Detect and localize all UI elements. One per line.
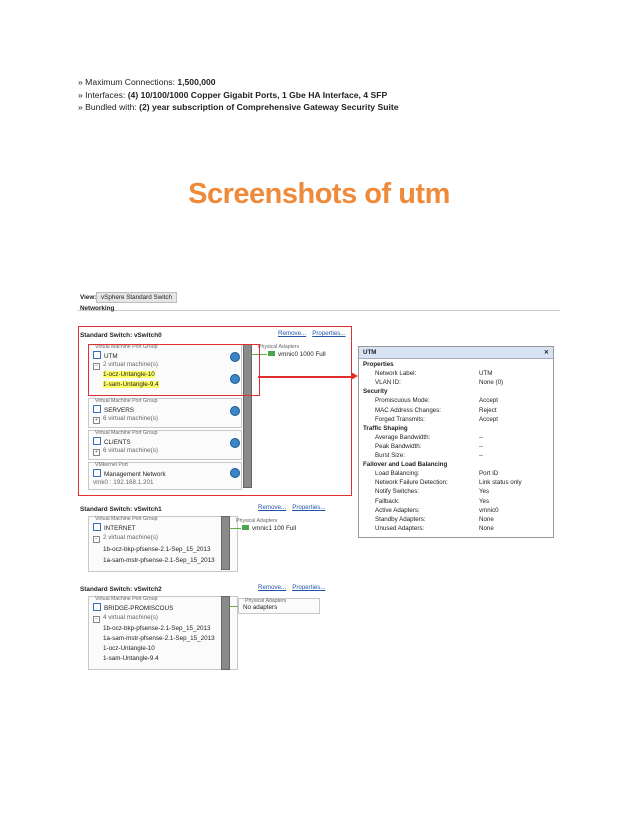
callout-arrow-line (258, 376, 352, 378)
property-value: Yes (479, 488, 490, 496)
portgroup-label: BRIDGE-PROMISCOUS (104, 605, 174, 612)
physical-adapters-caption: Physical Adapters (245, 598, 287, 604)
panel-property-row (359, 479, 553, 487)
uplink-line (229, 528, 241, 529)
vswitch1-links (258, 504, 332, 511)
spec-bundled (78, 101, 398, 114)
panel-property-row (359, 443, 553, 451)
portgroup-internet[interactable] (88, 516, 238, 572)
expand-icon[interactable]: + (93, 417, 100, 424)
spec-max-connections (78, 76, 398, 89)
property-value: Accept (479, 397, 498, 405)
vswitch0-title: Standard Switch: vSwitch0 (80, 332, 162, 339)
close-icon[interactable]: ✕ (543, 349, 549, 356)
spec-label: » Bundled with: (78, 102, 140, 112)
vm-count: 6 virtual machine(s) (103, 415, 158, 422)
property-value: -- (479, 433, 484, 441)
collapse-icon[interactable]: − (93, 536, 100, 543)
vm-item[interactable]: 1a-sam-mstr-pfsense-2.1-Sep_15_2013 (103, 635, 215, 642)
portgroup-bridge[interactable] (88, 596, 238, 670)
panel-property-row (359, 525, 553, 533)
property-key: MAC Address Changes: (375, 406, 442, 414)
portgroup-internet-count[interactable] (93, 534, 158, 543)
vm-count: 6 virtual machine(s) (103, 447, 158, 454)
panel-property-row (359, 370, 553, 378)
vm-item[interactable]: 1a-sam-mstr-pfsense-2.1-Sep_15_2013 (103, 557, 215, 564)
collapse-icon[interactable]: − (93, 363, 100, 370)
property-value: Accept (479, 415, 498, 423)
panel-section-heading (359, 461, 553, 469)
property-value: -- (479, 442, 484, 450)
portgroup-label: INTERNET (104, 525, 136, 532)
spec-label: » Interfaces: (78, 89, 128, 100)
vm-count: 2 virtual machine(s) (103, 534, 158, 541)
panel-title: UTM (363, 349, 377, 356)
spec-interfaces (78, 89, 398, 102)
portgroup-caption: Virtual Machine Port Group (95, 596, 158, 602)
vm-item[interactable]: 1b-ocz-bkp-pfsense-2.1-Sep_15_2013 (103, 625, 211, 632)
panel-property-row (359, 379, 553, 387)
panel-property-row (359, 434, 553, 442)
property-key: Standby Adapters: (375, 515, 426, 523)
property-key: Network Failure Detection: (375, 479, 448, 487)
spec-value: (4) 10/100/1000 Copper Gigabit Ports, 1 Gbe HA Interface, 4 SFP (127, 89, 388, 100)
nic-label: vmnic1 100 Full (252, 525, 297, 532)
vmkernel-ip: vmk0 : 192.168.1.201 (93, 479, 154, 486)
highlight-box-utm (88, 344, 260, 396)
vswitch2-properties-link[interactable]: Properties... (292, 584, 326, 591)
portgroup-caption: Virtual Machine Port Group (95, 398, 158, 404)
vm-item[interactable]: 1-ocz-Untangle-10 (103, 645, 155, 652)
property-key: Average Bandwidth: (375, 433, 431, 441)
spec-value: (2) year subscription of Comprehensive Gateway Security Suite (139, 102, 399, 112)
vswitch2-bus (221, 596, 230, 670)
vswitch1-properties-link[interactable]: Properties... (292, 504, 326, 511)
vm-count: 4 virtual machine(s) (103, 614, 158, 621)
page-heading: Screenshots of utm (188, 178, 450, 210)
panel-property-row (359, 516, 553, 524)
vm-item[interactable]: 1-sam-Untangle-9.4 (103, 655, 159, 662)
physical-adapters-caption: Physical Adapters (258, 344, 300, 350)
vswitch0-remove-link[interactable]: Remove... (278, 330, 307, 337)
nic-label: vmnic0 1000 Full (278, 351, 326, 358)
panel-section-heading (359, 388, 553, 396)
property-value: None (0) (479, 379, 504, 387)
property-key: Properties (363, 361, 394, 368)
view-label: View: (80, 294, 97, 301)
property-key: Load Balancing: (375, 470, 420, 478)
vm-name: 1-sam-Untangle-9.4 (103, 381, 159, 388)
portgroup-label: Management Network (104, 471, 166, 478)
portgroup-internet-name (93, 523, 136, 532)
portgroup-caption: Virtual Machine Port Group (95, 430, 158, 436)
panel-header (359, 347, 553, 359)
vswitch2-title: Standard Switch: vSwitch2 (80, 586, 162, 593)
property-key: Active Adapters: (375, 506, 420, 514)
panel-property-row (359, 397, 553, 405)
vswitch2-physical-box (238, 598, 320, 614)
portgroup-label: UTM (104, 353, 118, 360)
property-value: Yes (479, 497, 490, 505)
property-value: UTM (479, 370, 493, 378)
panel-property-row (359, 416, 553, 424)
vswitch2-remove-link[interactable]: Remove... (258, 584, 287, 591)
property-key: Unused Adapters: (375, 524, 425, 532)
portgroup-properties-panel (358, 346, 554, 538)
property-value: -- (479, 452, 484, 459)
expand-icon[interactable]: + (93, 449, 100, 456)
vswitch0-properties-link[interactable]: Properties... (312, 330, 346, 337)
vswitch1-bus (221, 516, 230, 570)
property-value: None (479, 524, 494, 532)
physical-adapters-caption: Physical Adapters (236, 518, 278, 524)
portgroup-label: SERVERS (104, 407, 134, 414)
view-bar (78, 290, 560, 311)
vmnic1-adapter[interactable] (242, 525, 296, 532)
no-adapters-label: No adapters (243, 604, 278, 611)
property-value: Port ID (479, 470, 499, 478)
property-key: Fallback: (375, 497, 400, 505)
property-key: Forged Transmits: (375, 415, 425, 423)
property-key: Peak Bandwidth: (375, 442, 422, 450)
panel-section-heading (359, 425, 553, 433)
vm-name: 1-ocz-Untangle-10 (103, 371, 155, 378)
vmkernel-caption: VMkernel Port (95, 462, 128, 468)
portgroup-caption: Virtual Machine Port Group (95, 344, 158, 350)
vm-count: 2 virtual machine(s) (103, 361, 158, 368)
spec-value: 1,500,000 (177, 77, 216, 87)
property-key: Burst Size: (375, 452, 405, 459)
portgroup-caption: Virtual Machine Port Group (95, 516, 158, 522)
property-key: Network Label: (375, 370, 417, 378)
property-value: vmnic0 (479, 506, 499, 514)
panel-property-row (359, 470, 553, 478)
property-key: Promiscuous Mode: (375, 397, 430, 405)
property-key: Notify Switches: (375, 488, 420, 496)
callout-arrowhead (351, 372, 358, 380)
portgroup-bridge-name (93, 603, 173, 612)
panel-property-row (359, 452, 553, 460)
vswitch2-links (258, 584, 332, 591)
spec-label: » Maximum Connections: (78, 77, 178, 87)
property-value: Link status only (479, 479, 522, 487)
vm-item[interactable]: 1b-ocz-bkp-pfsense-2.1-Sep_15_2013 (103, 546, 211, 553)
property-key: VLAN ID: (375, 379, 401, 387)
networking-label: Networking (80, 305, 115, 312)
spec-list (78, 76, 398, 114)
view-selector[interactable]: vSphere Standard Switch (96, 292, 177, 303)
vswitch1-title: Standard Switch: vSwitch1 (80, 506, 162, 513)
property-key: Security (363, 388, 388, 396)
portgroup-icon (93, 603, 101, 611)
property-value: None (479, 515, 494, 523)
portgroup-label: CLIENTS (104, 439, 131, 446)
vswitch1-remove-link[interactable]: Remove... (258, 504, 287, 511)
portgroup-icon (93, 523, 101, 531)
portgroup-bridge-count[interactable] (93, 614, 158, 623)
property-key: Failover and Load Balancing (363, 461, 448, 469)
vsphere-screenshot (78, 290, 560, 670)
property-key: Traffic Shaping (363, 424, 408, 432)
nic-icon (242, 525, 249, 530)
panel-property-row (359, 488, 553, 496)
panel-property-row (359, 498, 553, 506)
panel-property-row (359, 507, 553, 515)
property-value: Reject (479, 406, 497, 414)
panel-section-heading (359, 361, 553, 369)
panel-property-row (359, 407, 553, 415)
collapse-icon[interactable]: − (93, 616, 100, 623)
